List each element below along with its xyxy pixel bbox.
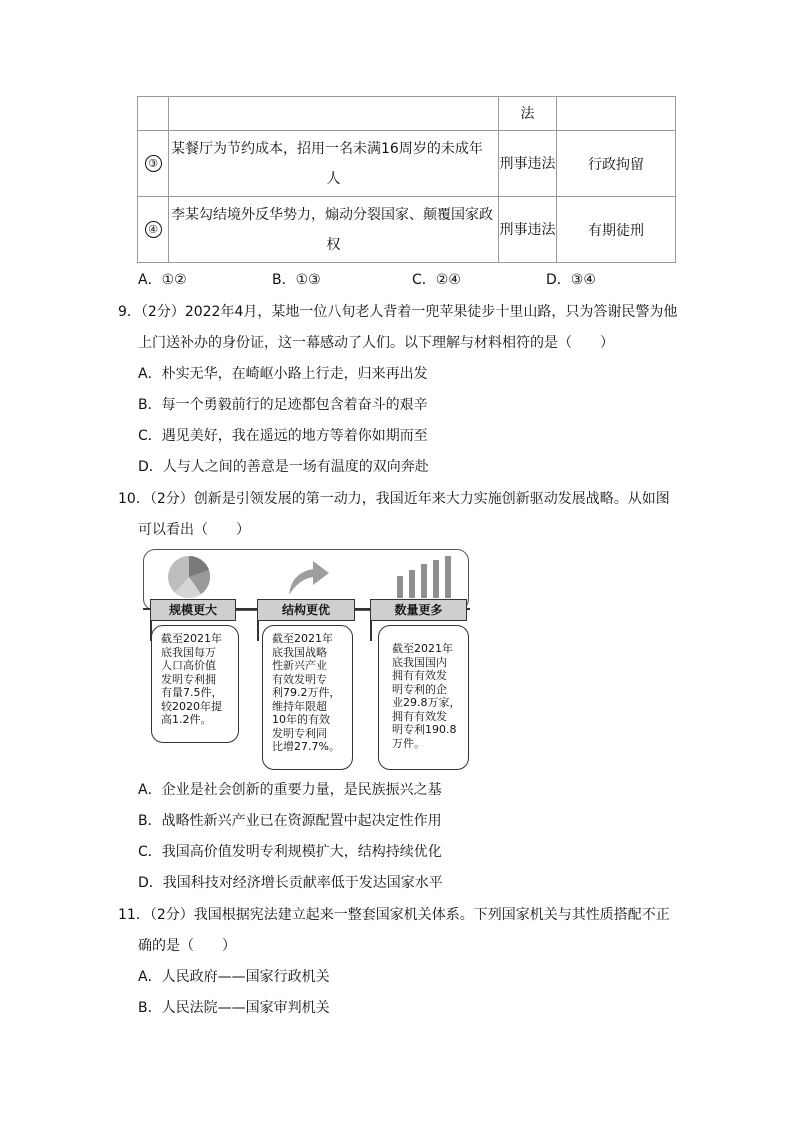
question-9-stem: 9．（2分）2022年4月，某地一位八旬老人背着一兜苹果徒步十里山路，只为答谢民警为他: [118, 304, 678, 320]
card-structure: [262, 625, 353, 770]
option-b: B．①③: [272, 272, 321, 288]
row-number: ③: [145, 155, 162, 172]
patent-infographic: [143, 549, 470, 772]
row-number: [138, 97, 169, 131]
row-penalty: 有期徒刑: [557, 197, 676, 263]
option-c: C．遇见美好，我在遥远的地方等着你如期而至: [138, 428, 428, 444]
option-a: A．企业是社会创新的重要力量，是民族振兴之基: [138, 782, 442, 798]
question-8-table: [137, 96, 676, 263]
label-structure: 结构更优: [257, 599, 355, 621]
pie-chart-icon: [165, 554, 215, 600]
label-quantity: 数量更多: [370, 599, 467, 621]
row-violation-type: 法: [499, 97, 557, 131]
row-violation-type: 刑事违法: [499, 197, 557, 263]
bar-chart-icon: [395, 554, 451, 600]
row-description: [169, 97, 499, 131]
row-description: 李某勾结境外反华势力，煽动分裂国家、颠覆国家政权: [169, 197, 499, 263]
connector: [257, 621, 259, 641]
option-b: B．每一个勇毅前行的足迹都包含着奋斗的艰辛: [138, 397, 428, 413]
label-scale: 规模更大: [150, 599, 236, 621]
question-9-stem-cont: 上门送补办的身份证，这一幕感动了人们。以下理解与材料相符的是（ ）: [138, 335, 614, 351]
question-11-stem: 11．（2分）我国根据宪法建立起来一整套国家机关体系。下列国家机关与其性质搭配不正: [118, 907, 670, 923]
question-10-stem-cont: 可以看出（ ）: [138, 522, 250, 538]
card-quantity-text: 截至2021年 底我国国内 拥有有效发 明专利的企 业29.8万家， 拥有有效发 明专利190.8 万件。: [392, 642, 461, 750]
table-row: [138, 97, 676, 131]
option-d: D．人与人之间的善意是一场有温度的双向奔赴: [138, 459, 429, 475]
option-d: D．③④: [546, 272, 596, 288]
table-row: [138, 197, 676, 263]
question-10-stem: 10．（2分）创新是引领发展的第一动力，我国近年来大力实施创新驱动发展战略。从如图: [118, 491, 670, 507]
table-row: [138, 131, 676, 197]
row-penalty: [557, 97, 676, 131]
row-description: 某餐厅为节约成本，招用一名未满16周岁的未成年人: [169, 131, 499, 197]
row-number: ④: [145, 221, 162, 238]
option-a: A．朴实无华，在崎岖小路上行走，归来再出发: [138, 366, 428, 382]
upward-arrow-icon: [285, 555, 333, 597]
connector: [370, 621, 372, 641]
row-penalty: 行政拘留: [557, 131, 676, 197]
card-quantity: [378, 625, 469, 770]
card-structure-text: 截至2021年 底我国战略 性新兴产业 有效发明专 利79.2万件， 维持年限超 10年的有效 发明专利同 比增27.7%。: [272, 632, 341, 753]
card-scale: [151, 625, 239, 743]
option-d: D．我国科技对经济增长贡献率低于发达国家水平: [138, 875, 443, 891]
option-a: A．人民政府——国家行政机关: [138, 969, 330, 985]
card-scale-text: 截至2021年 底我国每万 人口高价值 发明专利拥 有量7.5件， 较2020年提 高1.2件。: [161, 632, 223, 726]
option-a: A．①②: [138, 272, 187, 288]
option-c: C．我国高价值发明专利规模扩大，结构持续优化: [138, 844, 442, 860]
option-c: C．②④: [412, 272, 461, 288]
option-b: B．人民法院——国家审判机关: [138, 1000, 330, 1016]
option-b: B．战略性新兴产业已在资源配置中起决定性作用: [138, 813, 442, 829]
row-violation-type: 刑事违法: [499, 131, 557, 197]
question-11-stem-cont: 确的是（ ）: [138, 938, 236, 954]
